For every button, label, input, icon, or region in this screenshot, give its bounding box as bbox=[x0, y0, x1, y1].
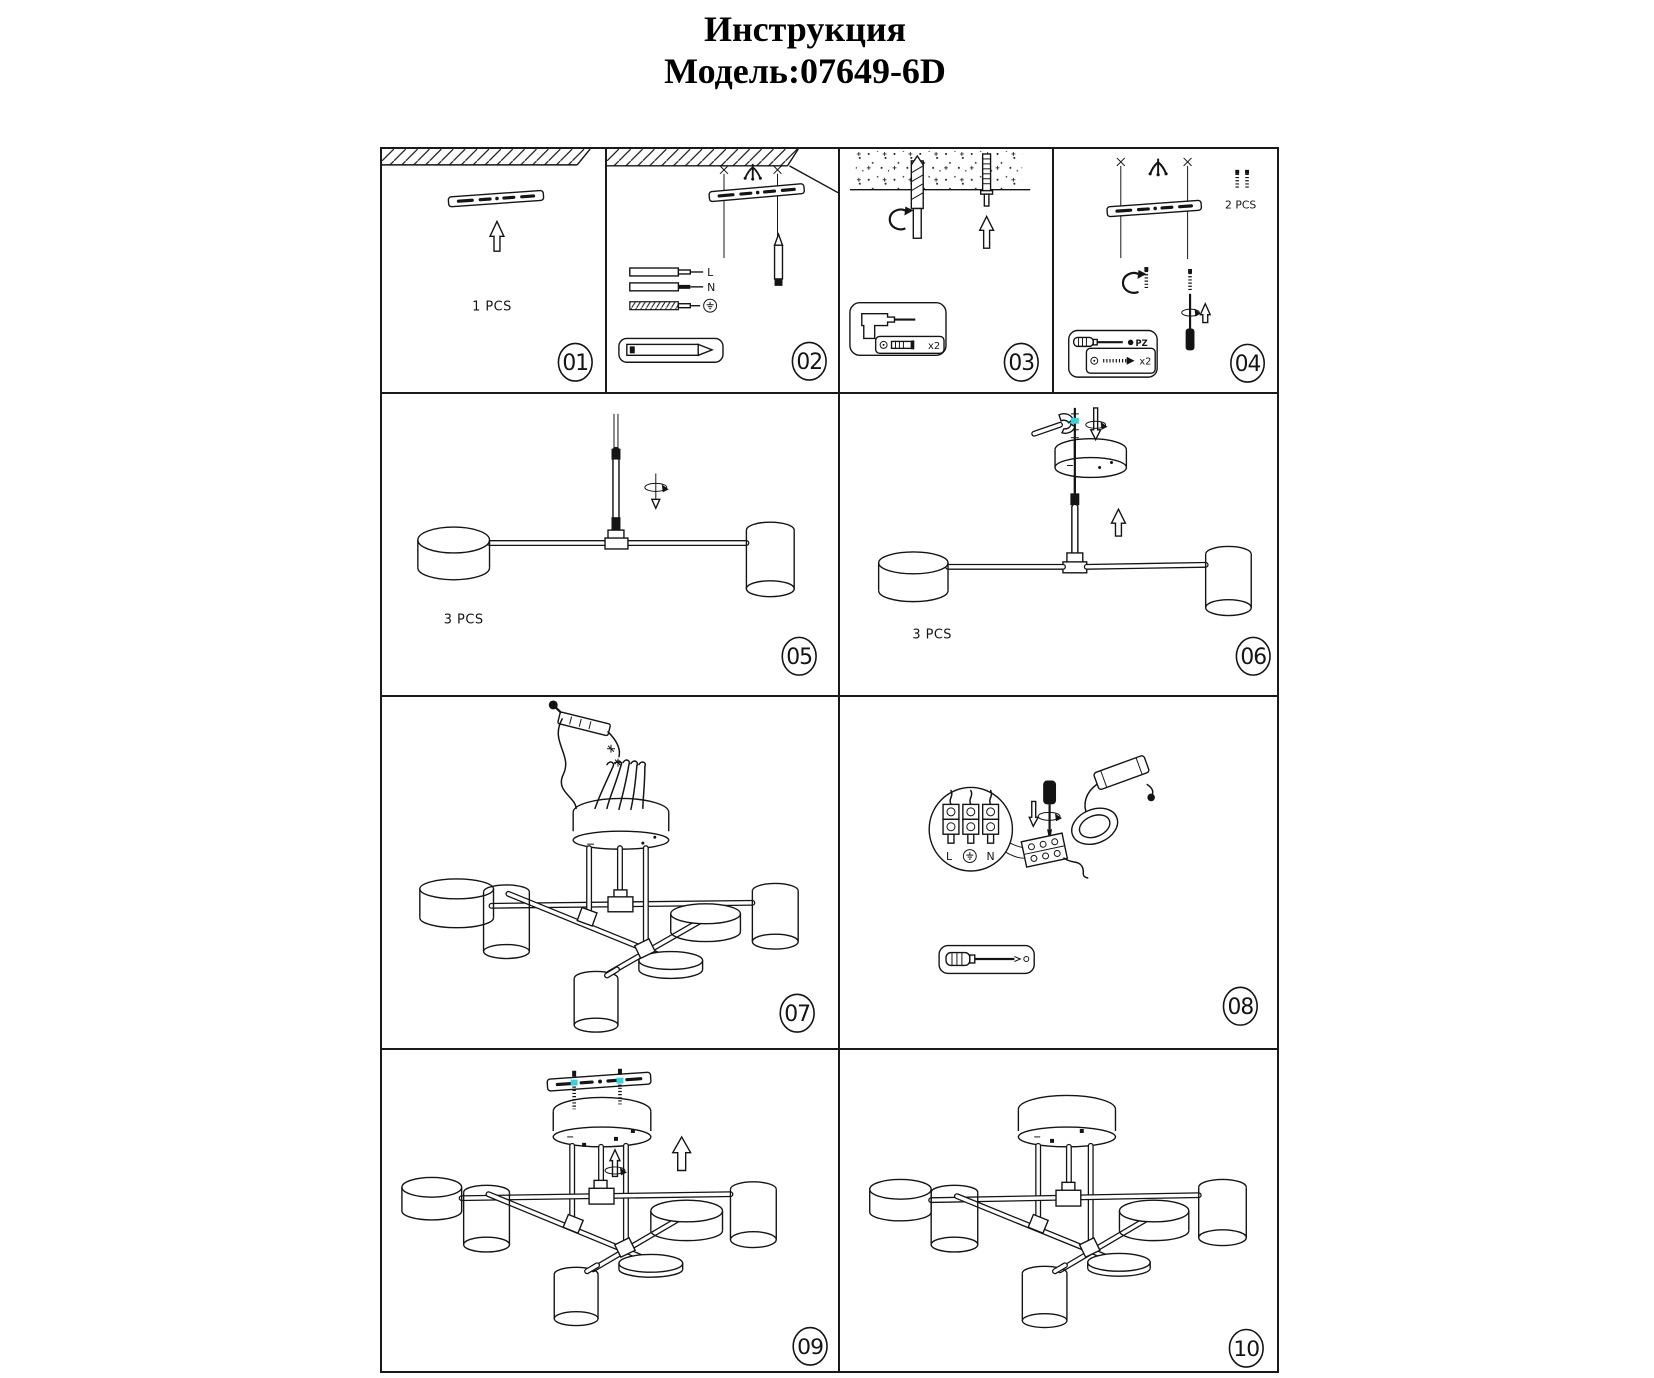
lamp-shade-right-mid bbox=[651, 1200, 723, 1240]
svg-text:01: 01 bbox=[562, 351, 589, 377]
earth-icon bbox=[963, 850, 976, 863]
wall-anchor-icon bbox=[981, 154, 993, 206]
lamp-shade-right-mid bbox=[671, 904, 741, 942]
step-badge bbox=[1229, 1330, 1263, 1368]
center-connector bbox=[1056, 1190, 1081, 1206]
svg-text:05: 05 bbox=[786, 645, 813, 671]
screw-motion-arrow bbox=[1086, 408, 1108, 440]
up-arrow-icon bbox=[980, 216, 994, 248]
terminal-block bbox=[1021, 833, 1067, 867]
step-06-drawing bbox=[840, 394, 1277, 695]
step-badge bbox=[1223, 987, 1257, 1025]
terminal-neutral-label: N bbox=[986, 850, 995, 864]
lamp-shade-right-mid bbox=[1119, 1200, 1188, 1240]
drill-tool-box bbox=[850, 303, 946, 356]
mounting-bracket bbox=[709, 184, 805, 202]
mark-x-left bbox=[720, 166, 728, 174]
qty-label: 3 PCS bbox=[912, 627, 952, 643]
step-03-drawing bbox=[840, 149, 1052, 392]
up-arrow-icon bbox=[1200, 304, 1210, 323]
step-06-panel bbox=[838, 392, 1279, 695]
center-connector bbox=[605, 538, 628, 549]
mark-x-right bbox=[774, 166, 782, 174]
step-02-drawing bbox=[607, 149, 838, 392]
step-badge bbox=[792, 342, 826, 380]
pencil-icon bbox=[775, 234, 783, 286]
lamp-shade-center-low bbox=[619, 1254, 683, 1277]
ceiling-canopy bbox=[1018, 1095, 1115, 1146]
screws-qty-label: 2 PCS bbox=[1225, 198, 1257, 212]
ceiling-canopy bbox=[573, 798, 669, 849]
cyan-nut bbox=[1071, 418, 1079, 424]
step-07-drawing bbox=[382, 697, 838, 1048]
svg-text:07: 07 bbox=[784, 1002, 811, 1028]
hanger-rod bbox=[1063, 493, 1087, 572]
step-01-panel bbox=[380, 147, 605, 392]
screw-left bbox=[1144, 267, 1148, 289]
ceiling-wires-icon bbox=[1149, 159, 1168, 177]
led-driver bbox=[1093, 755, 1149, 790]
lamp-shade-left bbox=[879, 552, 948, 602]
step-08-panel bbox=[838, 695, 1279, 1048]
rotate-arrow-icon bbox=[890, 207, 914, 230]
plug-connector bbox=[1147, 794, 1155, 802]
lamp-shade-far-right bbox=[752, 883, 798, 949]
canopy-ring bbox=[1066, 802, 1123, 851]
svg-text:02: 02 bbox=[796, 350, 823, 376]
step-09-panel bbox=[380, 1048, 838, 1373]
step-badge bbox=[1236, 637, 1270, 675]
step-03-panel bbox=[838, 147, 1052, 392]
box-qty-label: x2 bbox=[1139, 356, 1152, 368]
step-01-drawing bbox=[382, 149, 605, 392]
center-connector bbox=[608, 897, 633, 912]
step-09-drawing bbox=[382, 1050, 838, 1371]
anchor-qty-label: x2 bbox=[928, 340, 941, 352]
lamp-shade-far-right bbox=[730, 1182, 776, 1248]
svg-text:08: 08 bbox=[1227, 995, 1254, 1021]
lamp-shade-far-left bbox=[420, 879, 494, 928]
lamp-shade-bottom bbox=[574, 971, 618, 1032]
lamp-shade-center-low bbox=[1088, 1253, 1150, 1276]
connector-strip bbox=[558, 712, 611, 736]
up-arrow-icon bbox=[673, 1137, 691, 1171]
earth-icon bbox=[704, 299, 717, 312]
step-07-panel bbox=[380, 695, 838, 1048]
lamp-shade-far-right bbox=[1199, 1179, 1247, 1245]
lamp-shade-center-low bbox=[639, 952, 703, 979]
concrete-ceiling bbox=[850, 151, 1030, 190]
down-arrow-icon bbox=[1029, 801, 1038, 826]
screwdriver-icon bbox=[1029, 781, 1062, 838]
step-badge bbox=[558, 343, 592, 381]
wire-legend bbox=[630, 266, 717, 312]
svg-text:09: 09 bbox=[797, 1335, 824, 1361]
svg-text:04: 04 bbox=[1234, 352, 1261, 378]
cyan-nut bbox=[616, 1078, 623, 1084]
step-08-drawing bbox=[840, 697, 1277, 1048]
ceiling-canopy bbox=[553, 1097, 651, 1146]
ceiling-hatch bbox=[382, 149, 590, 165]
mark-x-right bbox=[1184, 158, 1192, 166]
terminal-detail bbox=[943, 790, 998, 863]
screw-motion-arrow bbox=[645, 473, 669, 508]
step-04-panel bbox=[1052, 147, 1279, 392]
step-04-drawing bbox=[1054, 149, 1277, 392]
rotate-arrow-icon bbox=[1123, 270, 1146, 293]
doc-title: Инструкция bbox=[703, 9, 907, 49]
lamp-shade-left bbox=[418, 527, 490, 580]
mounting-bracket bbox=[448, 190, 544, 207]
screwdriver-icon bbox=[1182, 294, 1201, 351]
lamp-shade-bottom bbox=[554, 1267, 598, 1325]
screw-right bbox=[1188, 269, 1192, 291]
live-label: L bbox=[707, 265, 714, 279]
qty-label: 1 PCS bbox=[472, 299, 512, 315]
document-header bbox=[355, 8, 1255, 93]
screwdriver-tool-box bbox=[1069, 331, 1157, 378]
step-10-drawing bbox=[840, 1050, 1277, 1371]
neutral-label: N bbox=[707, 280, 716, 294]
cyan-nut bbox=[571, 1080, 578, 1086]
step-10-panel bbox=[838, 1048, 1279, 1373]
step-05-drawing bbox=[382, 394, 838, 695]
svg-text:06: 06 bbox=[1240, 645, 1267, 671]
lamp-shade-far-left bbox=[870, 1179, 931, 1220]
wrench-icon bbox=[1034, 414, 1075, 434]
drill-bit-icon bbox=[911, 156, 923, 238]
threaded-rod bbox=[611, 449, 620, 533]
step-badge bbox=[793, 1328, 827, 1366]
screwdriver-tool-box bbox=[939, 946, 1034, 974]
doc-model: Модель:07649-6D bbox=[664, 51, 946, 92]
lamp-shade-right bbox=[1206, 546, 1252, 615]
svg-text:10: 10 bbox=[1233, 1337, 1260, 1363]
step-badge bbox=[782, 637, 816, 675]
lamp-shade-far-left bbox=[402, 1177, 462, 1219]
step-02-panel bbox=[605, 147, 838, 392]
lamp-shade-right bbox=[746, 522, 794, 597]
center-connector bbox=[589, 1188, 614, 1204]
step-badge bbox=[780, 994, 814, 1032]
step-badge bbox=[1004, 343, 1038, 381]
ceiling-canopy bbox=[1055, 439, 1126, 478]
svg-text:03: 03 bbox=[1008, 351, 1035, 377]
pencil-tool-box bbox=[619, 338, 723, 362]
up-arrow-icon bbox=[1112, 509, 1126, 536]
qty-label: 3 PCS bbox=[443, 612, 484, 628]
step-05-panel bbox=[380, 392, 838, 695]
up-arrow-icon bbox=[490, 221, 504, 251]
mark-x-left bbox=[1117, 158, 1125, 166]
bit-label: PZ bbox=[1135, 337, 1148, 348]
mounting-bracket bbox=[547, 1072, 651, 1091]
lamp-shade-bottom bbox=[1022, 1266, 1067, 1327]
screws-2pcs bbox=[1225, 170, 1256, 212]
terminal-live-label: L bbox=[945, 850, 953, 864]
step-badge bbox=[1231, 344, 1264, 382]
